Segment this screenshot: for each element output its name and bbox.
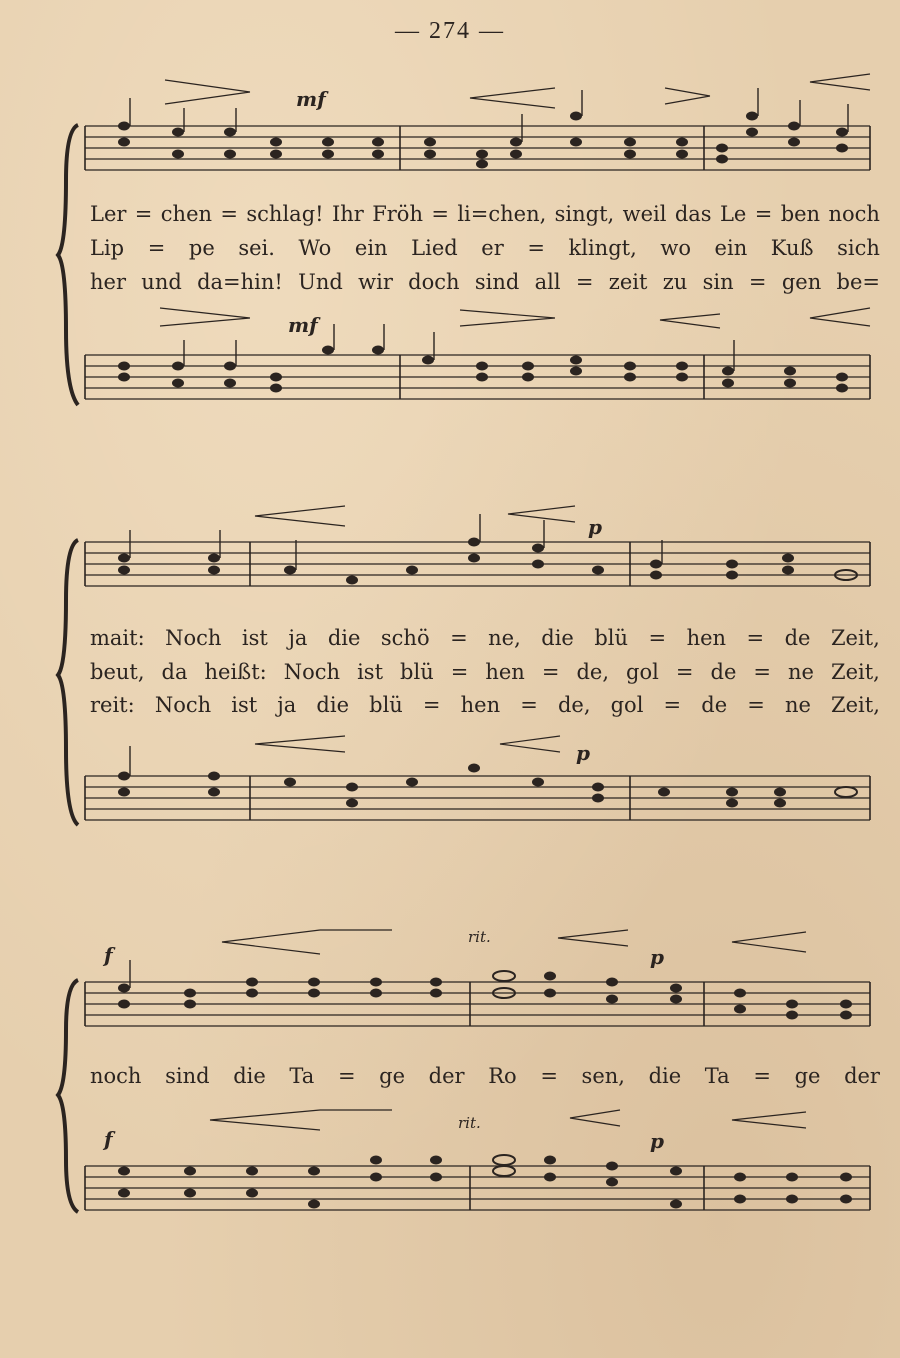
lyric-syllable: ist: [241, 626, 268, 650]
lyric-syllable: =: [450, 626, 468, 650]
lyric-syllable: zu: [662, 270, 688, 294]
dynamic-p-upper: p: [588, 515, 602, 539]
lyric-syllable: der: [844, 1064, 880, 1088]
lyric-syllable: Zeit,: [830, 626, 880, 650]
lyric-syllable: ne: [788, 660, 814, 684]
lyric-line-2-3: [90, 693, 880, 717]
lyric-syllable: sei.: [238, 236, 275, 260]
lyric-syllable: chen: [160, 202, 213, 226]
lower-notes: [118, 1155, 852, 1209]
lyric-syllable: hen: [686, 626, 727, 650]
lyric-syllable: =: [663, 693, 682, 717]
lyric-syllable: zeit: [608, 270, 648, 294]
lyric-syllable: Noch: [154, 693, 212, 717]
lyric-syllable: schö: [380, 626, 430, 650]
lyric-syllable: ja: [277, 693, 297, 717]
lyric-syllable: Ro: [488, 1064, 517, 1088]
lyric-syllable: doch: [408, 270, 460, 294]
lyric-syllable: blü: [369, 693, 403, 717]
lyric-syllable: Ta: [704, 1064, 730, 1088]
lyric-syllable: =: [337, 1064, 356, 1088]
lyric-syllable: ein: [354, 236, 388, 260]
lyric-syllable: die: [233, 1064, 266, 1088]
dynamic-mf-upper: mf: [296, 87, 326, 111]
lyric-line-1-1: [90, 202, 880, 226]
lyric-syllable: gen: [781, 270, 822, 294]
dynamic-f-upper: f: [104, 943, 113, 967]
lyric-syllable: =: [134, 202, 153, 226]
lyric-syllable: =: [753, 1064, 771, 1088]
lyric-syllable: de: [710, 660, 737, 684]
tempo-rit-upper: rit.: [468, 928, 491, 946]
lyric-syllable: Zeit,: [831, 693, 880, 717]
lyric-syllable: ja: [288, 626, 308, 650]
system-brace: [58, 125, 78, 405]
lyric-syllable: gol: [610, 693, 644, 717]
lyric-syllable: heißt:: [204, 660, 267, 684]
lower-staff: [85, 776, 870, 820]
lyric-syllable: die: [316, 693, 350, 717]
lyric-syllable: sind: [474, 270, 520, 294]
lyric-syllable: Und: [298, 270, 343, 294]
lyric-syllable: reit:: [90, 693, 135, 717]
lyric-syllable: sind: [165, 1064, 210, 1088]
lyric-syllable: sin: [702, 270, 734, 294]
lyric-syllable: =: [147, 236, 166, 260]
lyric-syllable: =: [754, 202, 773, 226]
lyric-syllable: wo: [660, 236, 691, 260]
dynamic-p-upper: p: [650, 945, 664, 969]
lyric-syllable: =: [220, 202, 239, 226]
tempo-rit-lower: rit.: [458, 1114, 481, 1132]
lyric-syllable: hen: [485, 660, 525, 684]
lyric-syllable: =: [520, 693, 538, 717]
lyric-syllable: noch: [828, 202, 880, 226]
lyric-syllable: gol: [626, 660, 659, 684]
lyric-syllable: schlag!: [246, 202, 324, 226]
lyric-syllable: =: [422, 693, 441, 717]
upper-notes: [118, 514, 857, 585]
lyric-syllable: Lip: [90, 236, 125, 260]
lyric-syllable: blü: [400, 660, 434, 684]
lyric-syllable: Le: [719, 202, 747, 226]
lyric-line-1-2: [90, 236, 880, 260]
system-brace: [58, 540, 78, 825]
lyric-syllable: her: [90, 270, 126, 294]
hairpins: [210, 930, 806, 1130]
lyric-syllable: weil: [622, 202, 667, 226]
lyric-syllable: ben: [780, 202, 821, 226]
lyric-syllable: =: [575, 270, 594, 294]
lyric-syllable: =: [527, 236, 545, 260]
upper-staff: [85, 542, 870, 586]
lyric-syllable: de,: [576, 660, 610, 684]
lyric-syllable: pe: [188, 236, 215, 260]
upper-staff: [85, 982, 870, 1026]
lyric-line-2-1: [90, 626, 880, 650]
lower-notes: [118, 324, 848, 393]
lyric-syllable: ne: [784, 693, 811, 717]
lyric-syllable: ist: [357, 660, 384, 684]
lyric-syllable: da: [161, 660, 188, 684]
lyric-syllable: wir: [358, 270, 393, 294]
lyric-syllable: er: [481, 236, 504, 260]
lyric-syllable: sen,: [581, 1064, 625, 1088]
lyric-syllable: Zeit,: [830, 660, 880, 684]
lyric-syllable: der: [428, 1064, 465, 1088]
lyric-syllable: Noch: [165, 626, 222, 650]
lyric-syllable: be=: [836, 270, 880, 294]
lyric-syllable: =: [431, 202, 449, 226]
lyric-syllable: ge: [794, 1064, 821, 1088]
dynamic-p-lower: p: [576, 741, 590, 765]
lyric-syllable: de,: [557, 693, 591, 717]
lyric-syllable: Ler: [90, 202, 127, 226]
lyric-syllable: Kuß: [770, 236, 814, 260]
lyric-syllable: =: [540, 1064, 558, 1088]
lyric-syllable: blü: [594, 626, 629, 650]
lyric-syllable: =: [675, 660, 694, 684]
system-brace: [58, 980, 78, 1212]
lyric-syllable: das: [674, 202, 712, 226]
lyric-syllable: Fröh: [372, 202, 423, 226]
lyric-syllable: da=hin!: [197, 270, 283, 294]
lyric-syllable: =: [450, 660, 469, 684]
lyric-syllable: ein: [714, 236, 748, 260]
lyric-syllable: Ta: [289, 1064, 315, 1088]
lyric-syllable: ist: [231, 693, 258, 717]
lyric-line-1-3: [90, 270, 880, 294]
lyric-syllable: beut,: [90, 660, 145, 684]
page-number: — 274 —: [395, 18, 505, 44]
lyric-syllable: singt,: [554, 202, 615, 226]
lyric-syllable: die: [648, 1064, 682, 1088]
lyric-syllable: li=chen,: [457, 202, 547, 226]
lyric-syllable: hen: [460, 693, 501, 717]
lyric-syllable: klingt,: [568, 236, 637, 260]
dynamic-f-lower: f: [104, 1127, 113, 1151]
lyric-syllable: Lied: [411, 236, 458, 260]
lyric-syllable: und: [141, 270, 182, 294]
lyric-syllable: de: [701, 693, 728, 717]
lyric-syllable: all: [534, 270, 561, 294]
lyric-syllable: sich: [837, 236, 880, 260]
lyric-syllable: mait:: [90, 626, 145, 650]
lyric-syllable: ge: [379, 1064, 406, 1088]
lyric-line-2-2: [90, 660, 880, 684]
lyric-syllable: Ihr: [331, 202, 364, 226]
dynamic-mf-lower: mf: [288, 313, 318, 337]
lyric-syllable: =: [753, 660, 771, 684]
lyric-syllable: =: [541, 660, 560, 684]
lyric-syllable: Noch: [283, 660, 341, 684]
lyric-syllable: Wo: [298, 236, 332, 260]
lyric-syllable: de: [784, 626, 811, 650]
lyric-syllable: =: [648, 626, 667, 650]
lyric-line-3-1: [90, 1064, 880, 1088]
lyric-syllable: die: [541, 626, 574, 650]
dynamic-p-lower: p: [650, 1129, 664, 1153]
lyric-syllable: =: [746, 626, 765, 650]
lyric-syllable: ne,: [488, 626, 521, 650]
lyric-syllable: die: [327, 626, 361, 650]
lyric-syllable: =: [747, 693, 765, 717]
lyric-syllable: noch: [90, 1064, 142, 1088]
lyric-syllable: =: [748, 270, 767, 294]
upper-notes: [118, 960, 852, 1020]
lower-staff: [85, 1166, 870, 1210]
